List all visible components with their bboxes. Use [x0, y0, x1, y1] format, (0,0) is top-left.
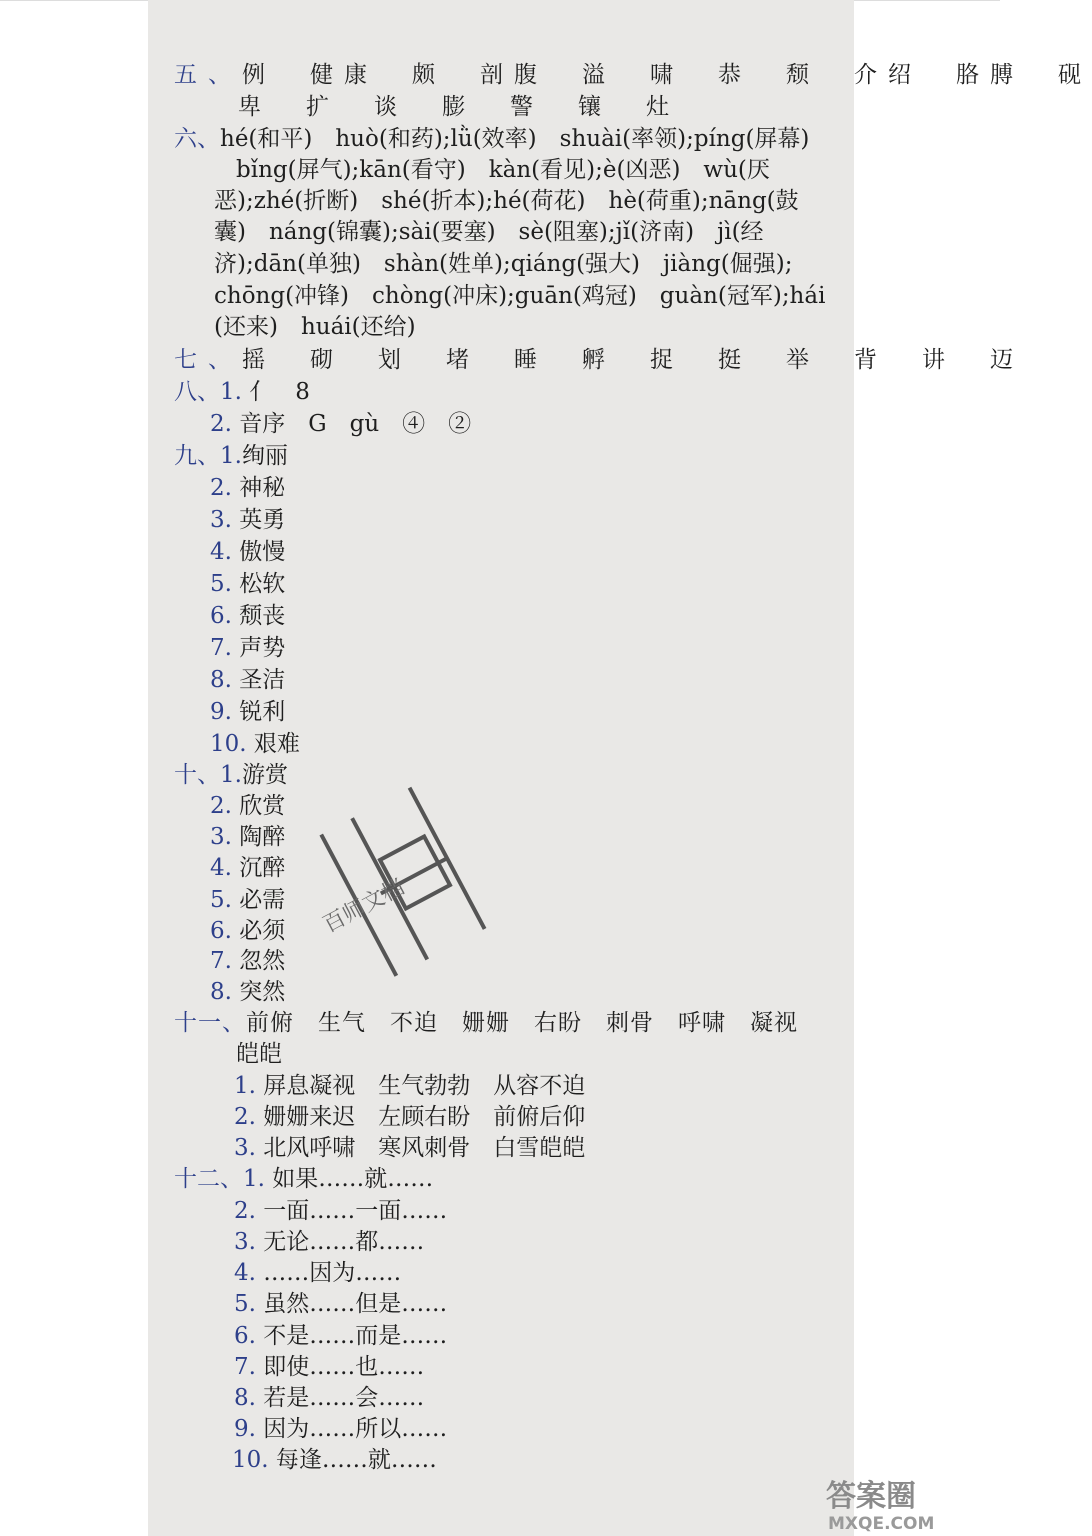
section-10-label: 十、	[174, 762, 220, 788]
section-11-item-3	[234, 1133, 585, 1163]
item-text: 虽然……但是……	[263, 1291, 448, 1317]
section-9-item-6	[210, 601, 285, 631]
section-11-item-1	[234, 1071, 585, 1101]
section-9-item-3	[210, 505, 285, 535]
item-text: 绚丽	[241, 443, 288, 469]
section-9-item-7	[210, 633, 285, 663]
stamp-text: 百师文档	[319, 874, 409, 939]
item-text: 欣赏	[239, 793, 286, 819]
section-6-line-6	[214, 281, 825, 311]
item-number: 4.	[210, 539, 232, 565]
section-9-item-1	[174, 441, 288, 471]
item-text: 艰难	[253, 731, 300, 757]
item-number: 2.	[210, 793, 232, 819]
item-text: 游赏	[241, 762, 288, 788]
section-12-label: 十二、	[174, 1166, 243, 1192]
section-6-text: hé(和平) huò(和药);lǜ(效率) shuài(率领);píng(屏幕)	[220, 126, 810, 152]
item-text: 陶醉	[239, 824, 286, 850]
item-number: 9.	[234, 1416, 256, 1442]
section-10-item-1	[174, 760, 288, 790]
item-number: 2.	[210, 475, 232, 501]
item-number: 3.	[234, 1229, 256, 1255]
section-6-text: (还来) huái(还给)	[214, 314, 416, 340]
section-12-item-10	[232, 1445, 437, 1475]
section-11-text-2: 皑皑	[236, 1041, 282, 1067]
section-9-item-8	[210, 665, 285, 695]
item-text: 沉醉	[239, 855, 286, 881]
section-6-text: 囊) náng(锦囊);sài(要塞) sè(阻塞);jǐ(济南) jì(经	[214, 219, 764, 245]
section-5-line-2	[238, 92, 680, 122]
item-text: 北风呼啸 寒风刺骨 白雪皑皑	[263, 1135, 586, 1161]
item-number: 9.	[210, 699, 232, 725]
item-number: 3.	[210, 507, 232, 533]
section-12-item-5	[234, 1289, 447, 1319]
item-number: 3.	[234, 1135, 256, 1161]
watermark-title: 答案圈	[826, 1479, 916, 1514]
item-number: 5.	[210, 887, 232, 913]
section-5-label: 五、	[174, 62, 242, 88]
item-text: 亻 8	[249, 379, 310, 405]
item-number: 6.	[234, 1323, 256, 1349]
item-number: 6.	[210, 603, 232, 629]
section-12-item-2	[234, 1196, 447, 1226]
section-12-item-9	[234, 1414, 447, 1444]
item-text: 即使……也……	[263, 1354, 425, 1380]
item-number: 7.	[210, 635, 232, 661]
item-number: 1.	[220, 762, 242, 788]
item-number: 7.	[210, 948, 232, 974]
section-6-line-5	[214, 249, 792, 279]
item-number: 5.	[234, 1291, 256, 1317]
item-number: 1.	[234, 1073, 256, 1099]
section-7-text: 摇 砌 划 堵 睡 孵 捉 挺 举 背 讲 迈	[242, 347, 1024, 373]
section-11-item-2	[234, 1102, 585, 1132]
section-6-line-3	[214, 186, 799, 216]
item-text: 锐利	[239, 699, 286, 725]
section-8-label: 八、	[174, 379, 220, 405]
section-6-text: 恶);zhé(折断) shé(折本);hé(荷花) hè(荷重);nāng(鼓	[214, 188, 799, 214]
section-6-text: bǐng(屏气);kān(看守) kàn(看见);è(凶恶) wù(厌	[236, 157, 770, 183]
item-number: 8.	[210, 979, 232, 1005]
section-9-label: 九、	[174, 443, 220, 469]
section-6-line-4	[214, 217, 764, 247]
section-11-label: 十一、	[174, 1010, 246, 1036]
section-10-item-3	[210, 822, 285, 852]
section-12-item-1	[174, 1164, 433, 1194]
watermark-logo	[818, 1474, 998, 1534]
item-text: 傲慢	[239, 539, 286, 565]
item-text: 必须	[239, 918, 286, 944]
item-text: 英勇	[239, 507, 286, 533]
section-12-item-4	[234, 1258, 401, 1288]
item-text: 必需	[239, 887, 286, 913]
item-text: 颓丧	[239, 603, 286, 629]
section-10-item-6	[210, 916, 285, 946]
section-11-line-1	[174, 1008, 798, 1038]
item-number: 1.	[220, 443, 242, 469]
item-text: 圣洁	[239, 667, 286, 693]
section-6-line-7	[214, 312, 416, 342]
section-9-item-2	[210, 473, 285, 503]
item-number: 5.	[210, 571, 232, 597]
item-number: 1.	[243, 1166, 265, 1192]
item-number: 4.	[234, 1260, 256, 1286]
section-9-item-5	[210, 569, 285, 599]
item-number: 2.	[234, 1104, 256, 1130]
stamp-logo	[290, 760, 520, 990]
item-text: 声势	[239, 635, 286, 661]
section-6-line-2	[236, 155, 770, 185]
item-text: 音序 G gù ④ ②	[239, 411, 472, 437]
item-text: 突然	[239, 979, 286, 1005]
item-number: 10.	[232, 1447, 269, 1473]
item-number: 2.	[210, 411, 232, 437]
item-text: 若是……会……	[263, 1385, 425, 1411]
item-text: 屏息凝视 生气勃勃 从容不迫	[263, 1073, 586, 1099]
section-12-item-6	[234, 1321, 447, 1351]
item-text: 忽然	[239, 948, 286, 974]
item-number: 7.	[234, 1354, 256, 1380]
section-11-line-2	[236, 1039, 282, 1069]
item-number: 4.	[210, 855, 232, 881]
section-12-item-7	[234, 1352, 424, 1382]
item-text: 一面……一面……	[263, 1198, 448, 1224]
section-12-item-3	[234, 1227, 424, 1257]
section-10-item-7	[210, 946, 285, 976]
section-10-item-8	[210, 977, 285, 1007]
section-8-item-1	[174, 377, 310, 407]
item-text: 无论……都……	[263, 1229, 425, 1255]
section-6-label: 六、	[174, 126, 220, 152]
item-number: 8.	[210, 667, 232, 693]
section-9-item-10	[210, 729, 300, 759]
section-8-item-2	[210, 409, 471, 439]
item-text: 如果……就……	[272, 1166, 434, 1192]
item-number: 8.	[234, 1385, 256, 1411]
item-text: 松软	[239, 571, 286, 597]
item-number: 1.	[220, 379, 242, 405]
item-text: 神秘	[239, 475, 286, 501]
item-text: 每逢……就……	[275, 1447, 437, 1473]
section-5-text-2: 卑 扩 谈 膨 警 镶 灶	[238, 94, 680, 120]
section-12-item-8	[234, 1383, 424, 1413]
section-7-line	[174, 345, 1024, 375]
section-6-line-1	[174, 124, 809, 154]
item-number: 3.	[210, 824, 232, 850]
item-text: 因为……所以……	[263, 1416, 448, 1442]
item-text: 姗姗来迟 左顾右盼 前俯后仰	[263, 1104, 586, 1130]
section-10-item-2	[210, 791, 285, 821]
item-number: 10.	[210, 731, 247, 757]
section-5-text-1: 例 健康 颇 剖腹 溢 啸 恭 颓 介绍 胳膊 砚	[242, 62, 1092, 88]
section-6-text: chōng(冲锋) chòng(冲床);guān(鸡冠) guàn(冠军);hái	[214, 283, 826, 309]
section-9-item-4	[210, 537, 285, 567]
section-11-text-1: 前俯 生气 不迫 姗姗 右盼 刺骨 呼啸 凝视	[246, 1010, 798, 1036]
section-7-label: 七、	[174, 347, 242, 373]
section-10-item-5	[210, 885, 285, 915]
section-5-line-1	[174, 60, 1092, 90]
item-text: 不是……而是……	[263, 1323, 448, 1349]
section-9-item-9	[210, 697, 285, 727]
item-number: 6.	[210, 918, 232, 944]
section-10-item-4	[210, 853, 285, 883]
watermark-url: MXQE.COM	[828, 1514, 935, 1534]
item-text: ……因为……	[263, 1260, 402, 1286]
item-number: 2.	[234, 1198, 256, 1224]
section-6-text: 济);dān(单独) shàn(姓单);qiáng(强大) jiàng(倔强);	[214, 251, 793, 277]
